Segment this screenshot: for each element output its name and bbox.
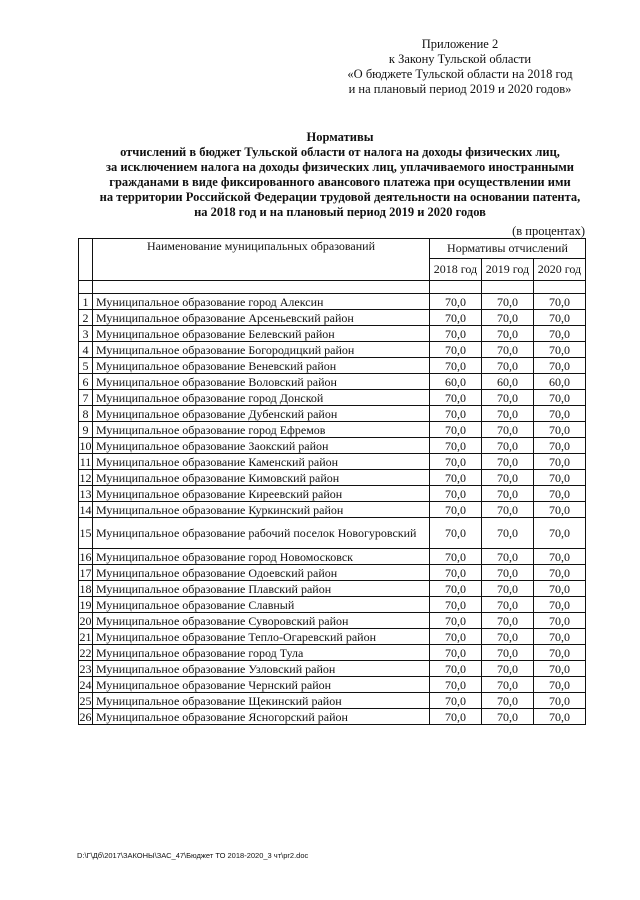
value-2018: 70,0 — [429, 613, 481, 629]
municipality-name: Муниципальное образование Дубенский район — [93, 406, 430, 422]
value-2020: 70,0 — [533, 565, 585, 581]
appendix-line: к Закону Тульской области — [388, 52, 532, 66]
table-row — [79, 358, 586, 374]
table-row — [79, 645, 586, 661]
value-2020: 70,0 — [533, 502, 585, 518]
value-2019: 70,0 — [481, 709, 533, 725]
table-row — [79, 422, 586, 438]
table-body — [79, 294, 586, 725]
title-line: Нормативы — [306, 130, 374, 144]
value-2019: 70,0 — [481, 406, 533, 422]
row-number: 23 — [79, 661, 92, 676]
title-line: на 2018 год и на плановый период 2019 и 2020 годов — [194, 205, 486, 219]
header-group-cell: Нормативы отчислений — [429, 239, 585, 259]
table-row — [79, 597, 586, 613]
appendix-line: и на плановый период 2019 и 2020 годов» — [348, 82, 572, 96]
value-2018: 70,0 — [429, 661, 481, 677]
title-line: отчислений в бюджет Тульской области от налога на доходы физических лиц, — [120, 145, 560, 159]
table-row — [79, 294, 586, 310]
value-2019: 70,0 — [481, 454, 533, 470]
value-2020: 70,0 — [533, 677, 585, 693]
row-number: 2 — [79, 310, 93, 326]
value-2020: 70,0 — [533, 422, 585, 438]
municipality-name: Муниципальное образование рабочий поселок Новогуровский — [93, 518, 430, 549]
value-2020: 70,0 — [533, 597, 585, 613]
municipality-name: Муниципальное образование Белевский район — [93, 326, 430, 342]
table-spacer-row — [79, 281, 586, 294]
municipality-name: Муниципальное образование Славный — [93, 597, 430, 613]
value-2018: 70,0 — [429, 645, 481, 661]
appendix-line: «О бюджете Тульской области на 2018 год — [347, 67, 573, 81]
row-number: 15 — [79, 518, 93, 549]
row-number: 20 — [79, 613, 92, 628]
table-row — [79, 406, 586, 422]
value-2019: 70,0 — [481, 390, 533, 406]
units-note: (в процентах) — [512, 224, 585, 238]
table-row — [79, 565, 586, 581]
value-2020: 70,0 — [533, 294, 585, 310]
table-row — [79, 581, 586, 597]
municipality-name: Муниципальное образование Узловский район — [93, 661, 430, 677]
value-2019: 70,0 — [481, 693, 533, 709]
value-2020: 70,0 — [533, 310, 585, 326]
value-2019: 70,0 — [481, 438, 533, 454]
row-number: 14 — [79, 502, 92, 517]
value-2018: 70,0 — [429, 518, 481, 549]
row-number: 19 — [79, 597, 92, 612]
table-row — [79, 470, 586, 486]
row-number: 13 — [79, 486, 92, 501]
row-number: 12 — [79, 470, 92, 485]
municipality-name: Муниципальное образование Арсеньевский район — [93, 310, 430, 326]
value-2020: 70,0 — [533, 390, 585, 406]
row-number: 24 — [79, 677, 92, 692]
value-2018: 70,0 — [429, 677, 481, 693]
row-number: 21 — [79, 629, 92, 644]
value-2020: 70,0 — [533, 358, 585, 374]
value-2019: 70,0 — [481, 422, 533, 438]
table-row — [79, 486, 586, 502]
table-row — [79, 310, 586, 326]
table-row — [79, 677, 586, 693]
header-year-2018: 2018 год — [429, 259, 481, 281]
value-2019: 70,0 — [481, 581, 533, 597]
value-2018: 70,0 — [429, 326, 481, 342]
municipality-name: Муниципальное образование Богородицкий район — [93, 342, 430, 358]
municipality-name: Муниципальное образование Киреевский район — [93, 486, 430, 502]
value-2020: 70,0 — [533, 454, 585, 470]
header-name-cell: Наименование муниципальных образований — [93, 239, 430, 281]
row-number: 8 — [79, 406, 93, 422]
row-number: 17 — [79, 565, 92, 580]
row-number: 9 — [79, 422, 93, 438]
value-2018: 70,0 — [429, 565, 481, 581]
value-2018: 70,0 — [429, 406, 481, 422]
value-2019: 70,0 — [481, 677, 533, 693]
appendix-header — [330, 37, 590, 97]
row-number: 18 — [79, 581, 92, 596]
row-number: 22 — [79, 645, 92, 660]
value-2019: 70,0 — [481, 294, 533, 310]
value-2018: 70,0 — [429, 310, 481, 326]
value-2018: 70,0 — [429, 486, 481, 502]
row-number: 3 — [79, 326, 93, 342]
municipality-name: Муниципальное образование город Алексин — [93, 294, 430, 310]
row-number: 25 — [79, 693, 92, 708]
appendix-line: Приложение 2 — [421, 37, 499, 51]
value-2020: 70,0 — [533, 661, 585, 677]
municipality-name: Муниципальное образование Кимовский район — [93, 470, 430, 486]
value-2018: 70,0 — [429, 342, 481, 358]
value-2020: 70,0 — [533, 549, 585, 565]
table-row — [79, 629, 586, 645]
value-2018: 70,0 — [429, 470, 481, 486]
municipality-name: Муниципальное образование город Новомосковск — [93, 549, 430, 565]
row-number: 26 — [79, 709, 92, 724]
table-row — [79, 374, 586, 390]
municipality-name: Муниципальное образование город Тула — [93, 645, 430, 661]
value-2019: 70,0 — [481, 310, 533, 326]
value-2019: 70,0 — [481, 326, 533, 342]
value-2020: 70,0 — [533, 406, 585, 422]
value-2019: 70,0 — [481, 629, 533, 645]
value-2019: 70,0 — [481, 470, 533, 486]
value-2018: 70,0 — [429, 502, 481, 518]
value-2019: 70,0 — [481, 597, 533, 613]
value-2019: 60,0 — [481, 374, 533, 390]
row-number: 7 — [79, 390, 93, 406]
norms-table — [78, 238, 586, 725]
municipality-name: Муниципальное образование город Донской — [93, 390, 430, 406]
table-row — [79, 438, 586, 454]
table-row — [79, 661, 586, 677]
value-2019: 70,0 — [481, 502, 533, 518]
table-row — [79, 326, 586, 342]
value-2018: 70,0 — [429, 597, 481, 613]
value-2019: 70,0 — [481, 518, 533, 549]
value-2019: 70,0 — [481, 342, 533, 358]
value-2018: 70,0 — [429, 709, 481, 725]
value-2018: 70,0 — [429, 422, 481, 438]
row-number: 6 — [79, 374, 93, 390]
table-row — [79, 502, 586, 518]
row-number: 5 — [79, 358, 93, 374]
title-line: на территории Российской Федерации трудовой деятельности на основании патента, — [99, 190, 581, 204]
table-header-row — [79, 239, 586, 259]
document-title — [80, 130, 600, 220]
row-number: 10 — [79, 438, 92, 453]
municipality-name: Муниципальное образование Одоевский район — [93, 565, 430, 581]
value-2020: 70,0 — [533, 326, 585, 342]
value-2018: 60,0 — [429, 374, 481, 390]
row-number: 4 — [79, 342, 93, 358]
municipality-name: Муниципальное образование Каменский район — [93, 454, 430, 470]
municipality-name: Муниципальное образование Воловский район — [93, 374, 430, 390]
row-number: 16 — [79, 549, 92, 564]
file-path-footer: D:\Г\Дб\2017\ЗАКОНЫ\ЗАС_47\Бюджет ТО 2018-2020_3 чт\pr2.doc — [77, 851, 309, 860]
table-row — [79, 342, 586, 358]
row-number: 11 — [79, 454, 92, 469]
value-2019: 70,0 — [481, 486, 533, 502]
value-2020: 70,0 — [533, 470, 585, 486]
value-2019: 70,0 — [481, 645, 533, 661]
table-row — [79, 693, 586, 709]
value-2020: 70,0 — [533, 613, 585, 629]
value-2018: 70,0 — [429, 549, 481, 565]
value-2019: 70,0 — [481, 613, 533, 629]
municipality-name: Муниципальное образование Тепло-Огаревский район — [93, 629, 430, 645]
value-2018: 70,0 — [429, 358, 481, 374]
municipality-name: Муниципальное образование Веневский район — [93, 358, 430, 374]
title-line: гражданами в виде фиксированного авансового платежа при осуществлении ими — [109, 175, 571, 189]
value-2018: 70,0 — [429, 294, 481, 310]
value-2020: 70,0 — [533, 486, 585, 502]
header-year-2019: 2019 год — [481, 259, 533, 281]
municipality-name: Муниципальное образование Ясногорский район — [93, 709, 430, 725]
value-2020: 70,0 — [533, 645, 585, 661]
value-2018: 70,0 — [429, 629, 481, 645]
value-2019: 70,0 — [481, 549, 533, 565]
table-row — [79, 390, 586, 406]
table-row — [79, 709, 586, 725]
table-row — [79, 454, 586, 470]
municipality-name: Муниципальное образование Куркинский район — [93, 502, 430, 518]
value-2018: 70,0 — [429, 454, 481, 470]
municipality-name: Муниципальное образование Суворовский район — [93, 613, 430, 629]
municipality-name: Муниципальное образование Заокский район — [93, 438, 430, 454]
value-2020: 70,0 — [533, 342, 585, 358]
table-row — [79, 518, 586, 549]
value-2020: 70,0 — [533, 581, 585, 597]
value-2020: 70,0 — [533, 438, 585, 454]
header-year-2020: 2020 год — [533, 259, 585, 281]
value-2020: 70,0 — [533, 709, 585, 725]
value-2018: 70,0 — [429, 390, 481, 406]
value-2018: 70,0 — [429, 693, 481, 709]
municipality-name: Муниципальное образование Плавский район — [93, 581, 430, 597]
value-2018: 70,0 — [429, 581, 481, 597]
table-row — [79, 613, 586, 629]
municipality-name: Муниципальное образование Щекинский район — [93, 693, 430, 709]
row-number: 1 — [79, 294, 93, 310]
value-2020: 70,0 — [533, 518, 585, 549]
value-2019: 70,0 — [481, 358, 533, 374]
header-number-cell — [79, 239, 93, 281]
value-2019: 70,0 — [481, 565, 533, 581]
value-2018: 70,0 — [429, 438, 481, 454]
municipality-name: Муниципальное образование город Ефремов — [93, 422, 430, 438]
title-line: за исключением налога на доходы физических лиц, уплачиваемого иностранными — [106, 160, 574, 174]
value-2020: 60,0 — [533, 374, 585, 390]
value-2019: 70,0 — [481, 661, 533, 677]
municipality-name: Муниципальное образование Чернский район — [93, 677, 430, 693]
value-2020: 70,0 — [533, 693, 585, 709]
table-row — [79, 549, 586, 565]
value-2020: 70,0 — [533, 629, 585, 645]
